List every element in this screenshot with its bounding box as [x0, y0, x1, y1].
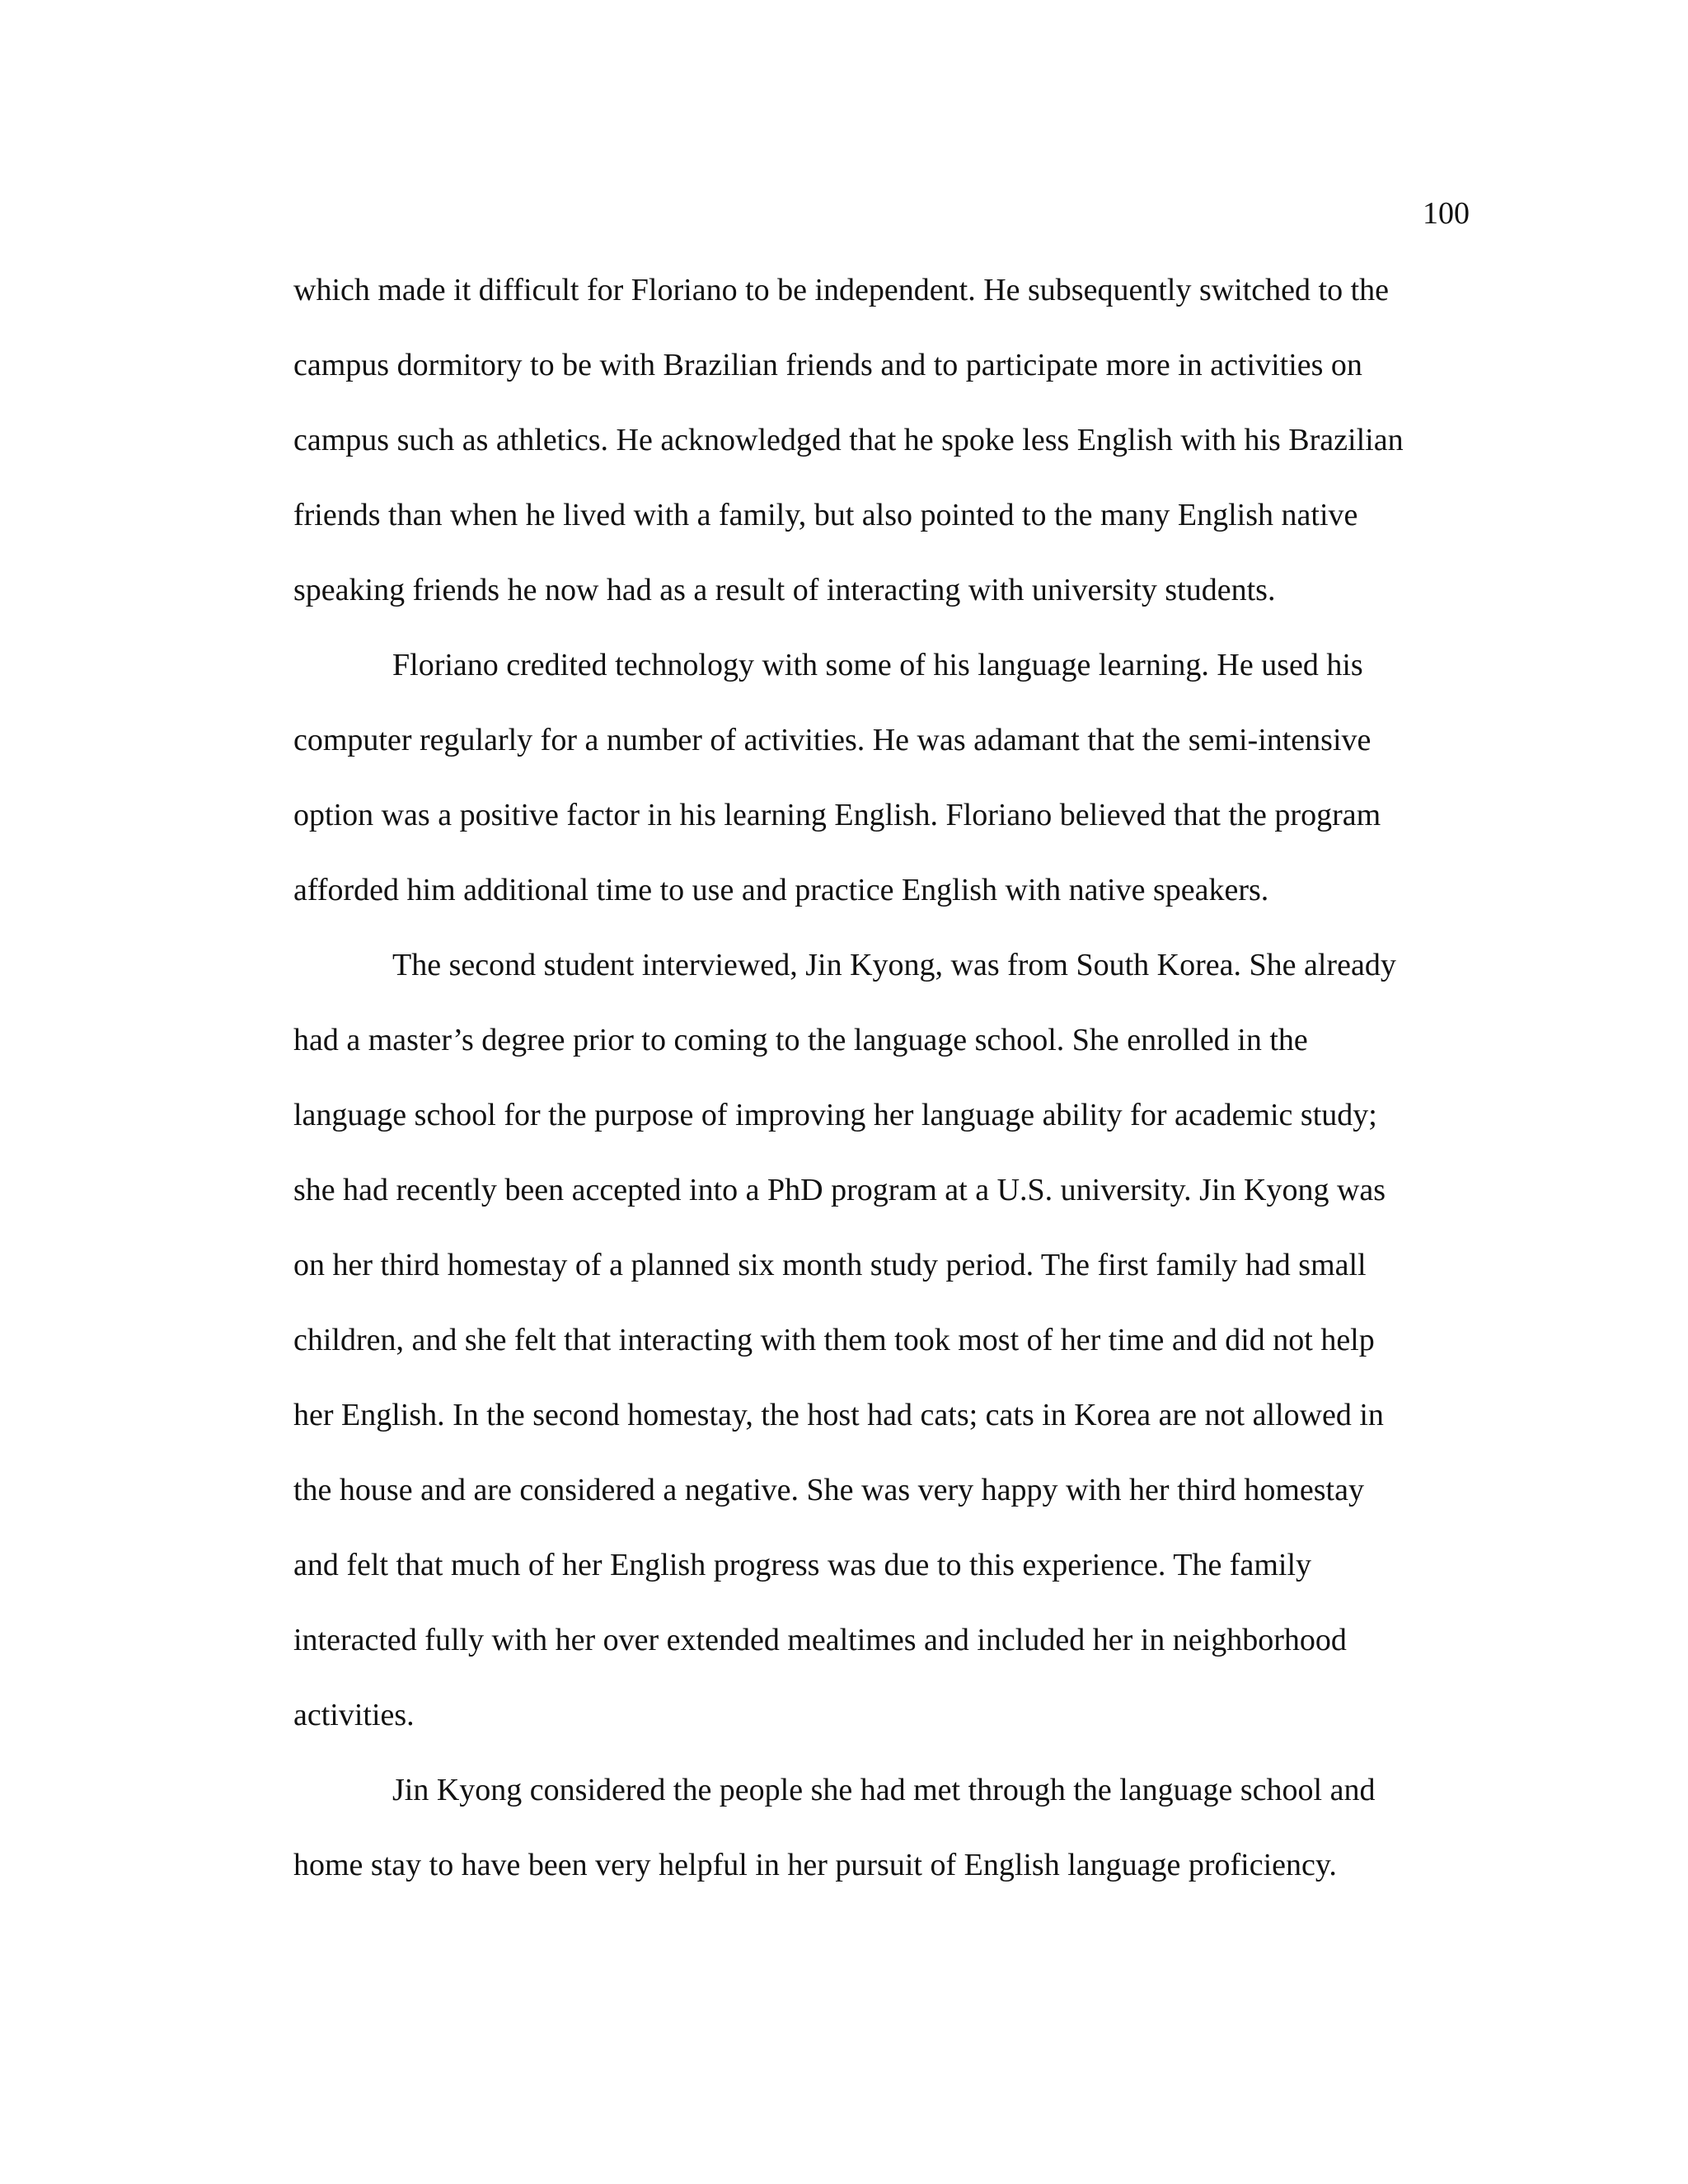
text-line: campus dormitory to be with Brazilian friends and to participate more in activities on	[293, 348, 1362, 382]
page-number: 100	[1423, 196, 1470, 231]
paragraph-first-line: Jin Kyong considered the people she had met through the language school and	[392, 1773, 1376, 1807]
text-line: her English. In the second homestay, the host had cats; cats in Korea are not allowed in	[293, 1398, 1384, 1432]
text-line: home stay to have been very helpful in her pursuit of English language proficiency.	[293, 1848, 1337, 1882]
text-line: children, and she felt that interacting with them took most of her time and did not help	[293, 1323, 1375, 1357]
text-line: had a master’s degree prior to coming to the language school. She enrolled in the	[293, 1023, 1308, 1057]
text-line: afforded him additional time to use and practice English with native speakers.	[293, 873, 1269, 907]
text-line: language school for the purpose of improving her language ability for academic study;	[293, 1098, 1377, 1132]
text-line: she had recently been accepted into a PhD program at a U.S. university. Jin Kyong was	[293, 1173, 1386, 1207]
text-line: which made it difficult for Floriano to be independent. He subsequently switched to the	[293, 273, 1389, 307]
text-line: on her third homestay of a planned six month study period. The first family had small	[293, 1248, 1367, 1282]
paragraph-first-line: The second student interviewed, Jin Kyong, was from South Korea. She already	[392, 948, 1396, 982]
text-line: campus such as athletics. He acknowledged that he spoke less English with his Brazilian	[293, 423, 1404, 457]
text-line: interacted fully with her over extended mealtimes and included her in neighborhood	[293, 1623, 1347, 1657]
text-line: computer regularly for a number of activities. He was adamant that the semi-intensive	[293, 723, 1372, 757]
text-line: activities.	[293, 1698, 415, 1732]
text-line: the house and are considered a negative. She was very happy with her third homestay	[293, 1473, 1364, 1507]
text-line: speaking friends he now had as a result of interacting with university students.	[293, 573, 1276, 607]
paragraph-first-line: Floriano credited technology with some of his language learning. He used his	[392, 648, 1363, 682]
text-line: friends than when he lived with a family, but also pointed to the many English native	[293, 498, 1358, 532]
body-text	[293, 253, 1480, 1903]
text-line: and felt that much of her English progress was due to this experience. The family	[293, 1548, 1311, 1582]
text-line: option was a positive factor in his learning English. Floriano believed that the program	[293, 798, 1381, 832]
